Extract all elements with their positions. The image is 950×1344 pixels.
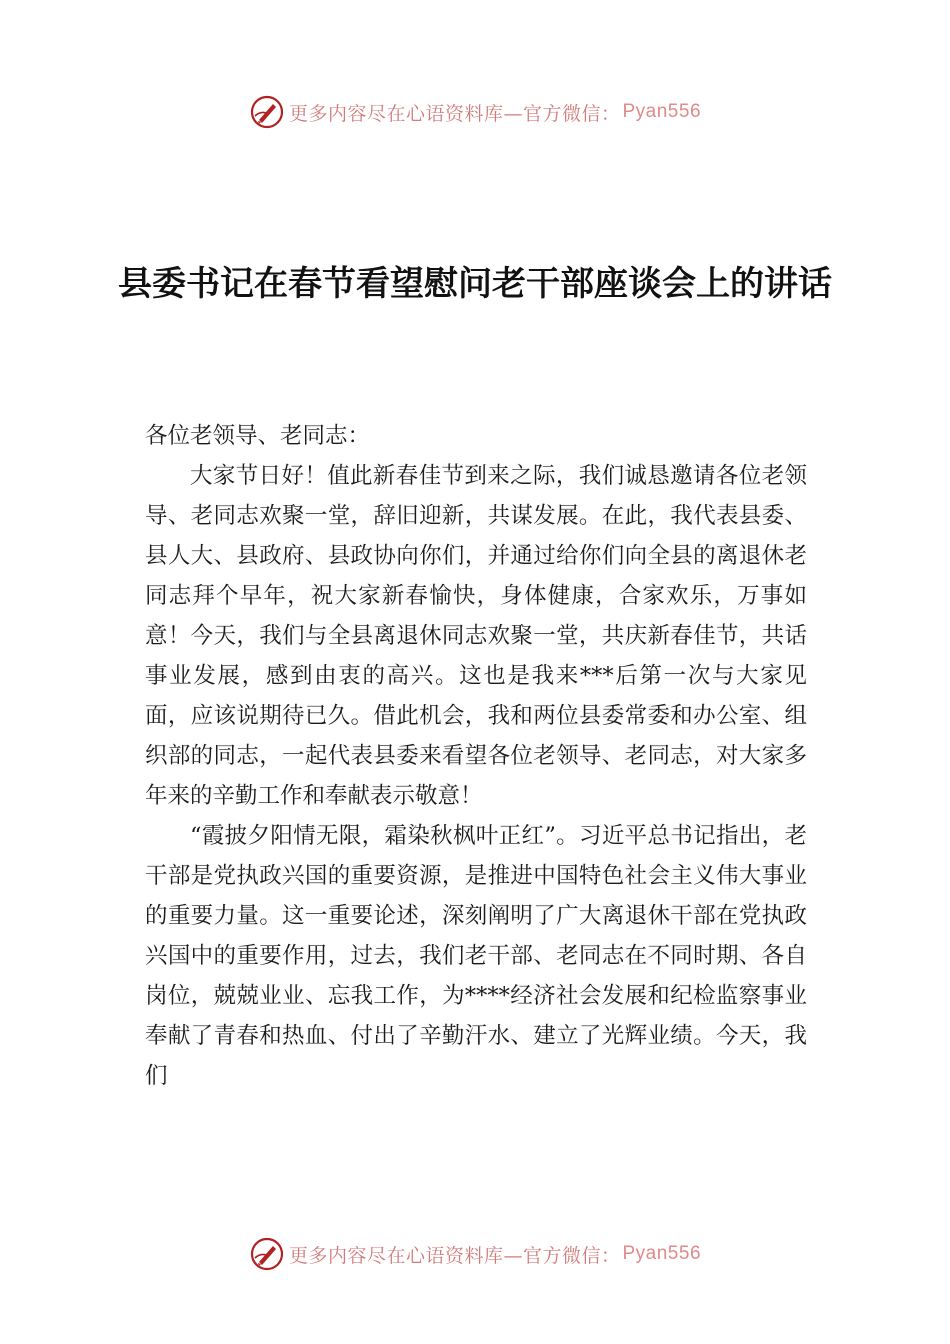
paragraph-1: 大家节日好！值此新春佳节到来之际，我们诚恳邀请各位老领导、老同志欢聚一堂，辞旧迎新，共谋发展。在此，我代表县委、县人大、县政府、县政协向你们，并通过给你们向全县的离退休老同志拜个早年，祝大家新春愉快，身体健康，合家欢乐，万事如意！今天，我们与全县离退休同志欢聚一堂，共庆新春佳节，共话事业发展，感到由衷的高兴。这也是我来***后第一次与大家见面，应该说期待已久。借此机会，我和两位县委常委和办公室、组织部的同志，一起代表县委来看望各位老领导、老同志，对大家多年来的辛勤工作和奉献表示敬意！: [145, 463, 807, 809]
document-title: 县委书记在春节看望慰问老干部座谈会上的讲话: [118, 264, 832, 304]
footer-watermark-banner: [0, 1234, 950, 1274]
pen-logo-icon: [249, 1236, 285, 1272]
footer-wechat-id: Pyan556: [622, 1243, 702, 1264]
header-watermark-banner: [0, 92, 950, 132]
footer-watermark-text: 更多内容尽在心语资料库—官方微信：: [288, 1244, 621, 1267]
header-wechat-id: Pyan556: [622, 101, 702, 122]
paragraph-2: “霞披夕阳情无限，霜染秋枫叶正红”。习近平总书记指出，老干部是党执政兴国的重要资源，是推进中国特色社会主义伟大事业的重要力量。这一重要论述，深刻阐明了广大离退休干部在党执政兴国中的重要作用，过去，我们老干部、老同志在不同时期、各自岗位，兢兢业业、忘我工作，为****经济社会发展和纪检监察事业奉献了青春和热血、付出了辛勤汗水、建立了光辉业绩。今天，我们: [145, 823, 807, 1089]
document-body: [145, 416, 807, 1096]
header-watermark-text: 更多内容尽在心语资料库—官方微信：: [288, 102, 621, 125]
pen-logo-icon: [249, 94, 285, 130]
salutation: 各位老领导、老同志：: [145, 423, 371, 449]
